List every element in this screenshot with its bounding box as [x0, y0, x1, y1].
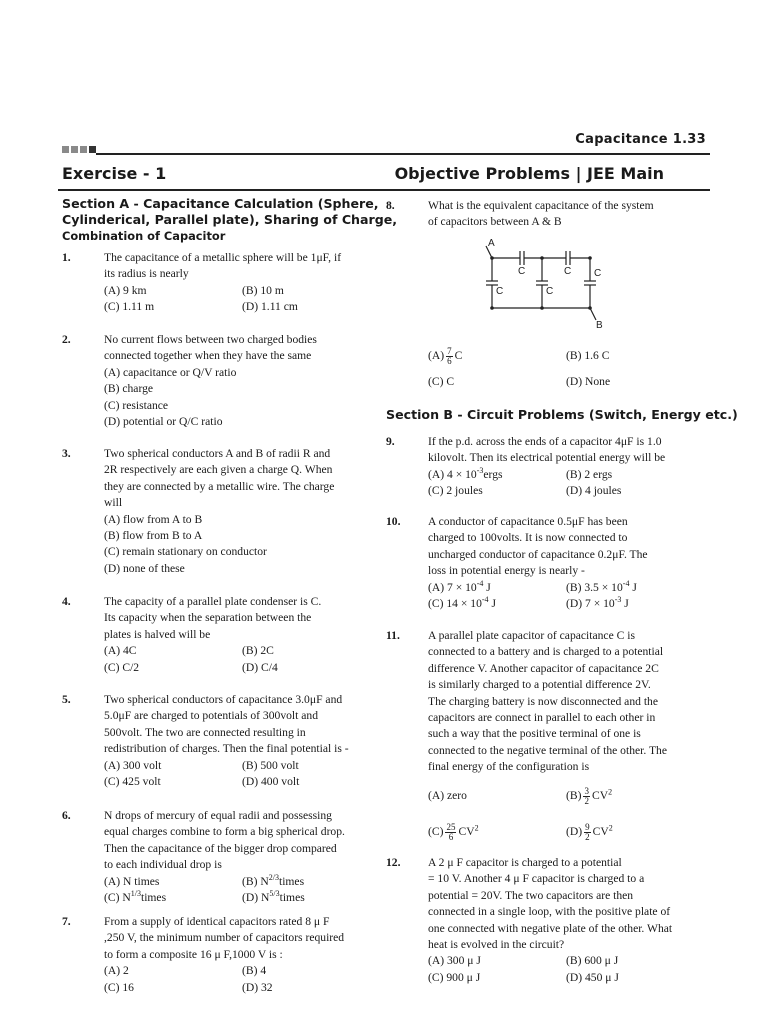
exercise-title: Exercise - 1	[62, 164, 167, 183]
question-number: 6.	[62, 809, 71, 822]
section-a-line2: Cylinderical, Parallel plate), Sharing of Charge,	[62, 212, 398, 227]
question-8-options	[428, 344, 710, 390]
question-text: kilovolt. Then its electrical potential energy will be	[428, 451, 666, 465]
option-a: (A) 4C	[104, 644, 137, 658]
question-text: loss in potential energy is nearly -	[428, 564, 585, 578]
question-text: final energy of the configuration is	[428, 760, 590, 774]
option-b: (B) $3.5 \times 10^{-4}$ J	[566, 578, 637, 594]
cap-label: C	[496, 286, 504, 297]
question-number: 3.	[62, 447, 71, 460]
option-b: (B) 4	[242, 964, 267, 978]
question-text: connected together when they have the same	[104, 349, 312, 363]
option-c: (C) 1.11 m	[104, 300, 155, 314]
question-text: A parallel plate capacitor of capacitance C is	[428, 629, 635, 642]
question-text: A conductor of capacitance 0.5μF has been	[428, 515, 628, 528]
option-b: (B) 500 volt	[242, 758, 299, 772]
question-number: 1.	[62, 251, 71, 264]
question-number: 7.	[62, 915, 71, 928]
option-b: (B) 1.6 C	[566, 348, 610, 362]
question-text: connected to a battery and is charged to a potential	[428, 645, 664, 659]
header-rule	[96, 153, 710, 155]
question-number: 4.	[62, 595, 71, 608]
question-text: its radius is nearly	[104, 267, 189, 281]
question-text: If the p.d. across the ends of a capacitor 4μF is 1.0	[428, 435, 662, 448]
option-d: (D) C/4	[242, 660, 278, 674]
option-a: (A) flow from A to B	[104, 512, 203, 526]
question-number: 8.	[386, 199, 395, 212]
option-b: (B) 10 m	[242, 283, 284, 297]
option-c: (C) 425 volt	[104, 775, 161, 789]
option-a: (A) 2	[104, 964, 129, 978]
cap-label: C	[594, 268, 602, 279]
question-text: The capacity of a parallel plate condenser is C.	[104, 595, 322, 608]
option-a: (A) capacitance or Q/V ratio	[104, 365, 237, 379]
question-text: The capacitance of a metallic sphere will be 1μF, if	[104, 251, 342, 264]
question-text: N drops of mercury of equal radii and possessing	[104, 809, 332, 822]
question-text: The charging battery is now disconnected and the	[428, 694, 658, 708]
option-a: (A) $7 \times 10^{-4}$ J	[428, 578, 491, 594]
exercise-rule	[58, 189, 710, 191]
option-d: (D) $N^{5/3}times$	[242, 889, 305, 905]
option-c: (C) $14 \times 10^{-4}$ J	[428, 595, 496, 611]
capacitor-circuit-diagram	[476, 238, 616, 330]
option-d: (D) 32	[242, 980, 273, 994]
question-text: Two spherical conductors A and B of radii R and	[104, 447, 331, 460]
option-b: (B) $N^{2/3}times$	[242, 872, 305, 888]
exercise-subtitle: Objective Problems | JEE Main	[394, 164, 664, 183]
question-text: uncharged conductor of capacitance 0.2μF. The	[428, 547, 648, 561]
option-d: (D) 1.11 cm	[242, 300, 298, 314]
option-a: (A) 300 μ J	[428, 954, 481, 968]
cap-label: C	[564, 266, 572, 277]
option-c: (C) C/2	[104, 660, 140, 674]
cap-label: C	[518, 266, 526, 277]
question-number: 10.	[386, 515, 401, 528]
option-d: (D) 4 joules	[566, 484, 622, 498]
option-d: (D) potential or Q/C ratio	[104, 415, 223, 429]
question-text: 5.0μF are charged to potentials of 300volt and	[104, 709, 318, 723]
question-text: ,250 V, the minimum number of capacitors required	[104, 931, 345, 945]
section-b-heading: Section B - Circuit Problems (Switch, Energy etc.)	[386, 407, 738, 422]
question-text: charged to 100volts. It is now connected to	[428, 531, 628, 545]
page-label: Capacitance 1.33	[575, 132, 706, 147]
option-a: (A) 9 km	[104, 283, 147, 297]
header-squares-decoration	[62, 146, 96, 153]
question-text: one connected with negative plate of the other. What	[428, 921, 673, 935]
question-number: 9.	[386, 435, 395, 448]
question-text: will	[104, 496, 123, 510]
option-b: (B) flow from B to A	[104, 529, 203, 543]
option-b: (B) charge	[104, 382, 154, 396]
question-text: to form a composite 16 μ F,1000 V is :	[104, 947, 283, 961]
option-d: (D) 450 μ J	[566, 970, 619, 984]
question-text: connected in a single loop, with the positive plate of	[428, 905, 671, 919]
question-text: capacitors are connect in parallel to each other in	[428, 711, 656, 725]
question-text: of capacitors between A & B	[428, 215, 562, 229]
option-d: (D) 400 volt	[242, 775, 300, 789]
option-c: (C) resistance	[104, 398, 169, 412]
question-number: 2.	[62, 333, 71, 346]
question-text: 500volt. The two are connected resulting in	[104, 725, 306, 739]
question-text: plates is halved will be	[104, 627, 211, 641]
option-c: (C) remain stationary on conductor	[104, 545, 267, 559]
question-text: Two spherical conductors of capacitance 3.0μF and	[104, 693, 343, 706]
question-text: From a supply of identical capacitors rated 8 μ F	[104, 915, 330, 928]
question-text: = 10 V. Another 4 μ F capacitor is charged to a	[428, 872, 645, 886]
question-text: No current flows between two charged bodies	[104, 333, 317, 346]
option-b: (B) 2C	[242, 644, 274, 658]
question-text: equal charges combine to form a big spherical drop.	[104, 825, 345, 839]
option-b: (B) 2 ergs	[566, 467, 613, 481]
question-text: potential = 20V. The two capacitors are then	[428, 888, 634, 902]
question-text: A 2 μ F capacitor is charged to a potential	[428, 856, 622, 869]
question-number: 11.	[386, 629, 400, 642]
node-b-label: B	[596, 320, 603, 330]
option-b: (B) 600 μ J	[566, 954, 619, 968]
question-number: 12.	[386, 856, 401, 869]
question-number: 5.	[62, 693, 71, 706]
option-c: (C) $N^{1/3}times$	[104, 889, 167, 905]
question-text: heat is evolved in the circuit?	[428, 938, 565, 952]
question-text: 2R respectively are each given a charge Q. When	[104, 463, 333, 477]
question-text: redistribution of charges. Then the final potential is -	[104, 742, 349, 756]
option-a: (A) zero	[428, 789, 467, 803]
option-c: (C) C	[428, 375, 455, 388]
question-text: What is the equivalent capacitance of the system	[428, 199, 654, 212]
option-c: (C) 16	[104, 980, 134, 994]
node-a-label: A	[488, 238, 495, 249]
option-c: (C) 2 joules	[428, 484, 483, 498]
option-b: (B) $\frac{3}{2}$ $CV^2$	[566, 786, 613, 807]
question-text: such a way that the positive terminal of one is	[428, 727, 641, 741]
option-a: (A) 300 volt	[104, 758, 162, 772]
option-d: (D) None	[566, 375, 611, 388]
section-a-line1: Section A - Capacitance Calculation (Sphere,	[62, 196, 379, 211]
option-a: (A) $\frac{7}{6}$ C	[428, 345, 463, 366]
question-text: difference V. Another capacitor of capacitance 2C	[428, 661, 659, 675]
option-d: (D) none of these	[104, 561, 185, 575]
option-c: (C) 900 μ J	[428, 970, 481, 984]
section-a-line3: Combination of Capacitor	[62, 229, 226, 243]
option-a: (A) N times	[104, 874, 160, 888]
question-text: Its capacity when the separation between the	[104, 611, 312, 625]
option-d: (D) $\frac{9}{2}$ $CV^2$	[566, 822, 613, 843]
question-text: to each individual drop is	[104, 858, 222, 872]
section-a-heading	[62, 196, 397, 244]
option-a: (A) $4 \times 10^{-3}ergs$	[428, 465, 503, 481]
question-text: they are connected by a metallic wire. The charge	[104, 479, 335, 493]
question-text: is similarly charged to a potential difference 2V.	[428, 678, 651, 692]
option-d: (D) $7 \times 10^{-3}$ J	[566, 595, 629, 611]
option-c: (C) $\frac{25}{6}$ $CV^2$	[428, 822, 479, 843]
cap-label: C	[546, 286, 554, 297]
question-text: Then the capacitance of the bigger drop compared	[104, 841, 337, 855]
question-text: connected to the negative terminal of the other. The	[428, 743, 667, 757]
